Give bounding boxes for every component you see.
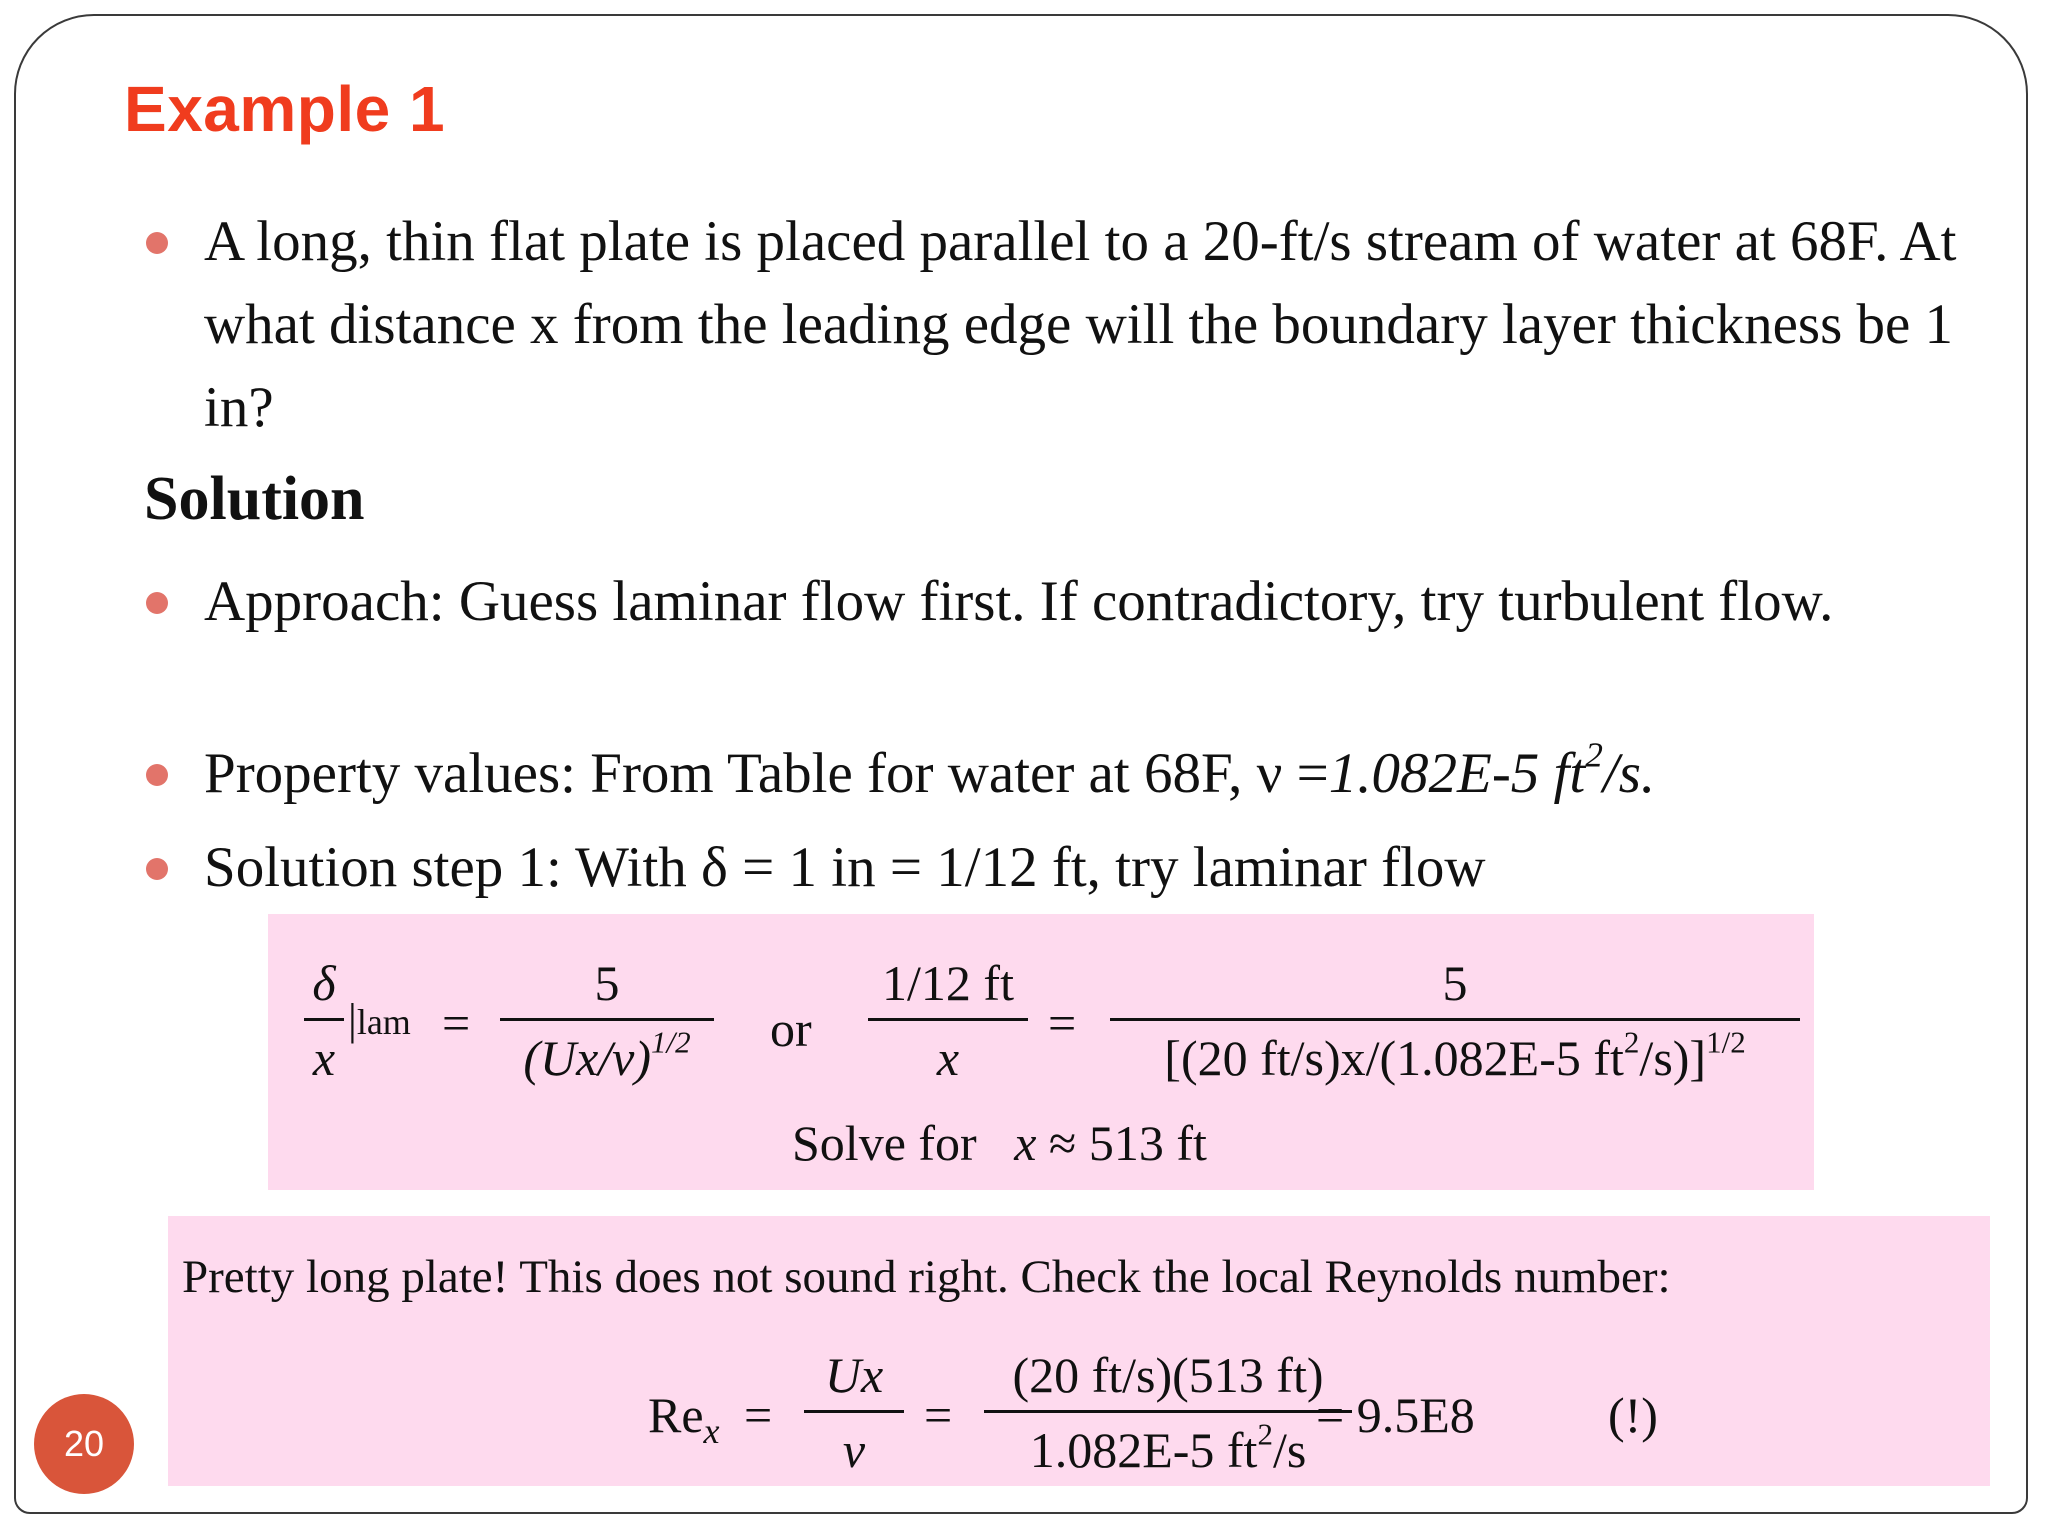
fraction-numerator: (20 ft/s)(513 ft) xyxy=(1012,1347,1324,1403)
fraction-numerator: Ux xyxy=(824,1347,884,1403)
half-exponent: 1/2 xyxy=(651,1024,691,1060)
solve-variable: x xyxy=(1014,1115,1037,1171)
fraction-denominator: x xyxy=(936,1030,960,1086)
bullet-dot-icon xyxy=(146,858,168,880)
result-value: 9.5E8 xyxy=(1356,1387,1475,1443)
lam-subscript-bar: |lam xyxy=(348,995,411,1044)
problem-bullet xyxy=(204,200,1964,449)
bullet-dot-icon xyxy=(146,592,168,614)
bullet-dot-icon xyxy=(146,764,168,786)
delta-over-x xyxy=(304,954,344,1087)
lam-subscript: lam xyxy=(356,1002,411,1042)
equals-sign-2: = xyxy=(1048,995,1077,1051)
ft-squared-exponent: 2 xyxy=(1257,1416,1273,1452)
fraction-Ux-over-nu xyxy=(804,1346,904,1479)
x-symbol: x xyxy=(312,1030,336,1086)
page-number-badge: 20 xyxy=(34,1394,134,1494)
slide-title: Example 1 xyxy=(124,73,446,145)
equals-sign-3: = xyxy=(744,1387,773,1443)
fraction-values xyxy=(984,1346,1352,1479)
fraction-denominator-part2: /s)] xyxy=(1639,1030,1707,1086)
fraction-5-over-reynolds xyxy=(1110,954,1800,1087)
step1-bullet xyxy=(204,826,1964,909)
fraction-5-over-Uxnu xyxy=(500,954,714,1087)
equals-sign-4: = xyxy=(924,1387,953,1443)
approx-sign: ≈ xyxy=(1048,1115,1077,1171)
problem-text: A long, thin flat plate is placed parallel to a 20-ft/s stream of water at 68F. At what distance x from the leading edge will the boundary layer thickness be 1 in? xyxy=(204,210,1957,439)
fraction-denominator: (Ux/ν) xyxy=(523,1030,652,1086)
property-value: 1.082E-5 ft xyxy=(1328,742,1586,805)
solve-label: Solve for xyxy=(792,1115,977,1171)
fraction-numerator: 1/12 ft xyxy=(882,955,1014,1011)
half-exponent: 1/2 xyxy=(1706,1024,1746,1060)
or-word: or xyxy=(770,1001,812,1057)
fraction-denominator-part2: /s xyxy=(1272,1422,1307,1478)
re-symbol: Re xyxy=(648,1387,704,1443)
fraction-numerator: 5 xyxy=(594,955,620,1011)
exclamation-mark: (!) xyxy=(1608,1387,1658,1443)
fraction-numerator: 5 xyxy=(1442,955,1468,1011)
reynolds-result xyxy=(1316,1386,1475,1444)
solve-value: 513 ft xyxy=(1088,1115,1207,1171)
ft-squared-exponent: 2 xyxy=(1623,1024,1640,1060)
property-prefix: Property values: From Table for water at 68F, ν = xyxy=(204,742,1329,805)
solve-line xyxy=(792,1114,1207,1172)
fraction-denominator: ν xyxy=(842,1422,866,1478)
equals-sign-1: = xyxy=(442,995,471,1051)
reynolds-lhs xyxy=(648,1386,720,1460)
equals-sign-5: = xyxy=(1316,1387,1345,1443)
property-unit: /s. xyxy=(1602,742,1656,805)
laminar-equation-box xyxy=(268,914,1814,1190)
note-text: Pretty long plate! This does not sound right. Check the local Reynolds number: xyxy=(182,1251,1671,1303)
solution-heading: Solution xyxy=(144,465,365,533)
approach-text: Approach: Guess laminar flow first. If contradictory, try turbulent flow. xyxy=(204,570,1834,633)
approach-bullet xyxy=(204,560,1964,643)
property-exponent: 2 xyxy=(1585,735,1603,775)
step1-text: Solution step 1: With δ = 1 in = 1/12 ft, try laminar flow xyxy=(204,836,1486,899)
delta-symbol: δ xyxy=(312,955,336,1011)
fraction-denominator-part1: 1.082E-5 ft xyxy=(1029,1422,1258,1478)
fraction-denominator-part1: [(20 ft/s)x/(1.082E-5 ft xyxy=(1164,1030,1624,1086)
bullet-dot-icon xyxy=(146,232,168,254)
fraction-twelfth-over-x xyxy=(868,954,1028,1087)
property-bullet xyxy=(204,732,1964,815)
re-subscript: x xyxy=(703,1411,720,1451)
reynolds-equation-box xyxy=(168,1216,1990,1486)
